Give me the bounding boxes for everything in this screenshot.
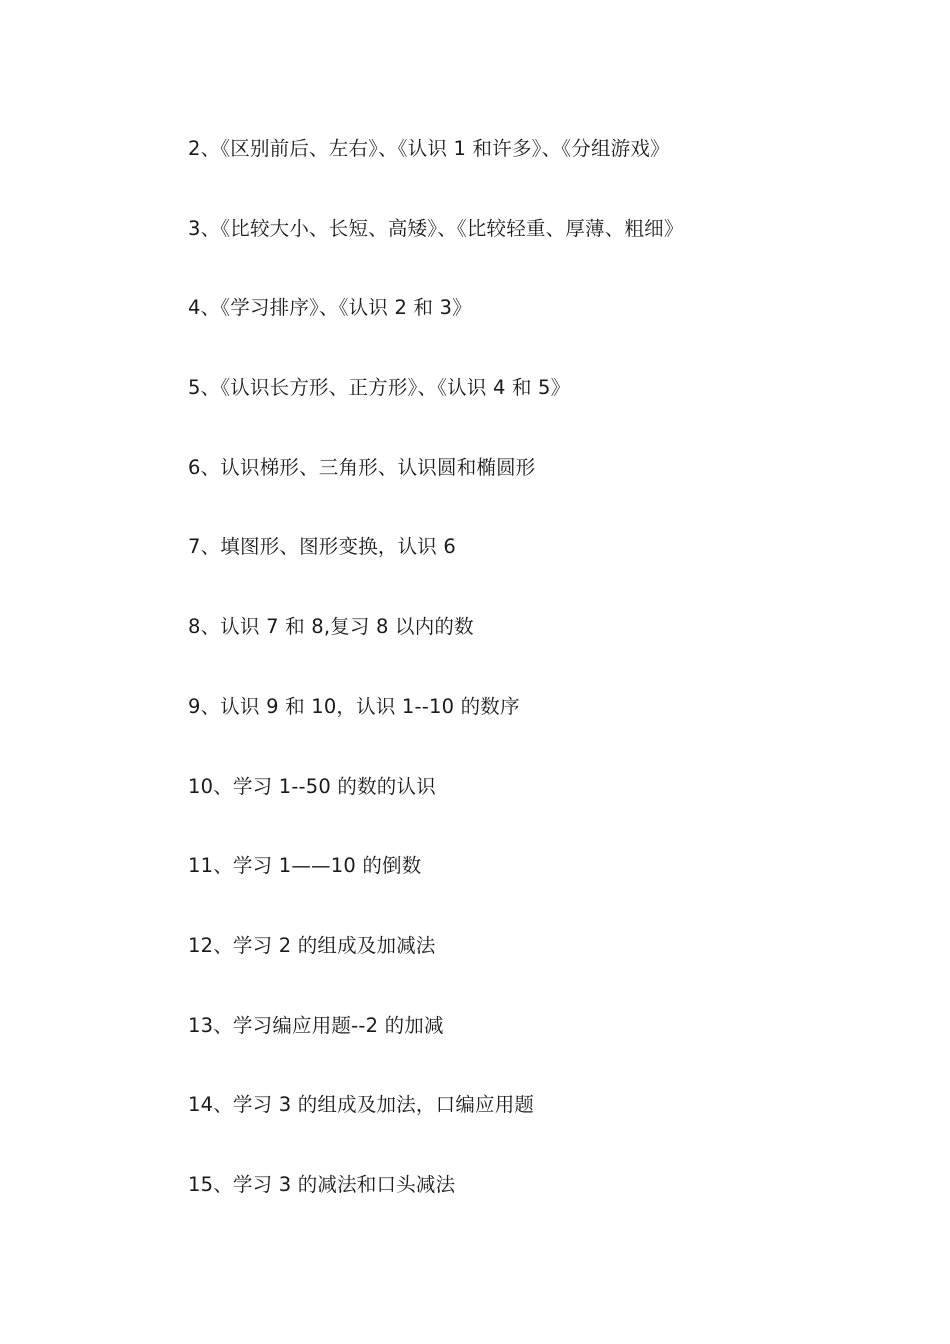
list-item: 13、学习编应用题--2 的加减	[188, 1013, 444, 1037]
list-item: 5、《认识长方形、正方形》、《认识 4 和 5》	[188, 376, 571, 400]
list-item: 4、《学习排序》、《认识 2 和 3》	[188, 296, 472, 320]
list-item: 12、学习 2 的组成及加减法	[188, 933, 436, 957]
list-item: 14、学习 3 的组成及加法，口编应用题	[188, 1093, 535, 1117]
list-item: 3、《比较大小、长短、高矮》、《比较轻重、厚薄、粗细》	[188, 216, 684, 240]
list-item: 8、认识 7 和 8,复习 8 以内的数	[188, 615, 474, 639]
list-item: 10、学习 1--50 的数的认识	[188, 774, 436, 798]
list-item: 11、学习 1——10 的倒数	[188, 854, 422, 878]
list-item: 6、认识梯形、三角形、认识圆和椭圆形	[188, 455, 536, 479]
list-item: 9、认识 9 和 10，认识 1--10 的数序	[188, 694, 520, 718]
list-item: 7、填图形、图形变换，认识 6	[188, 535, 457, 559]
list-item: 15、学习 3 的减法和口头减法	[188, 1172, 456, 1196]
list-item: 2、《区别前后、左右》、《认识 1 和许多》、《分组游戏》	[188, 137, 670, 160]
lesson-list	[188, 131, 684, 1247]
